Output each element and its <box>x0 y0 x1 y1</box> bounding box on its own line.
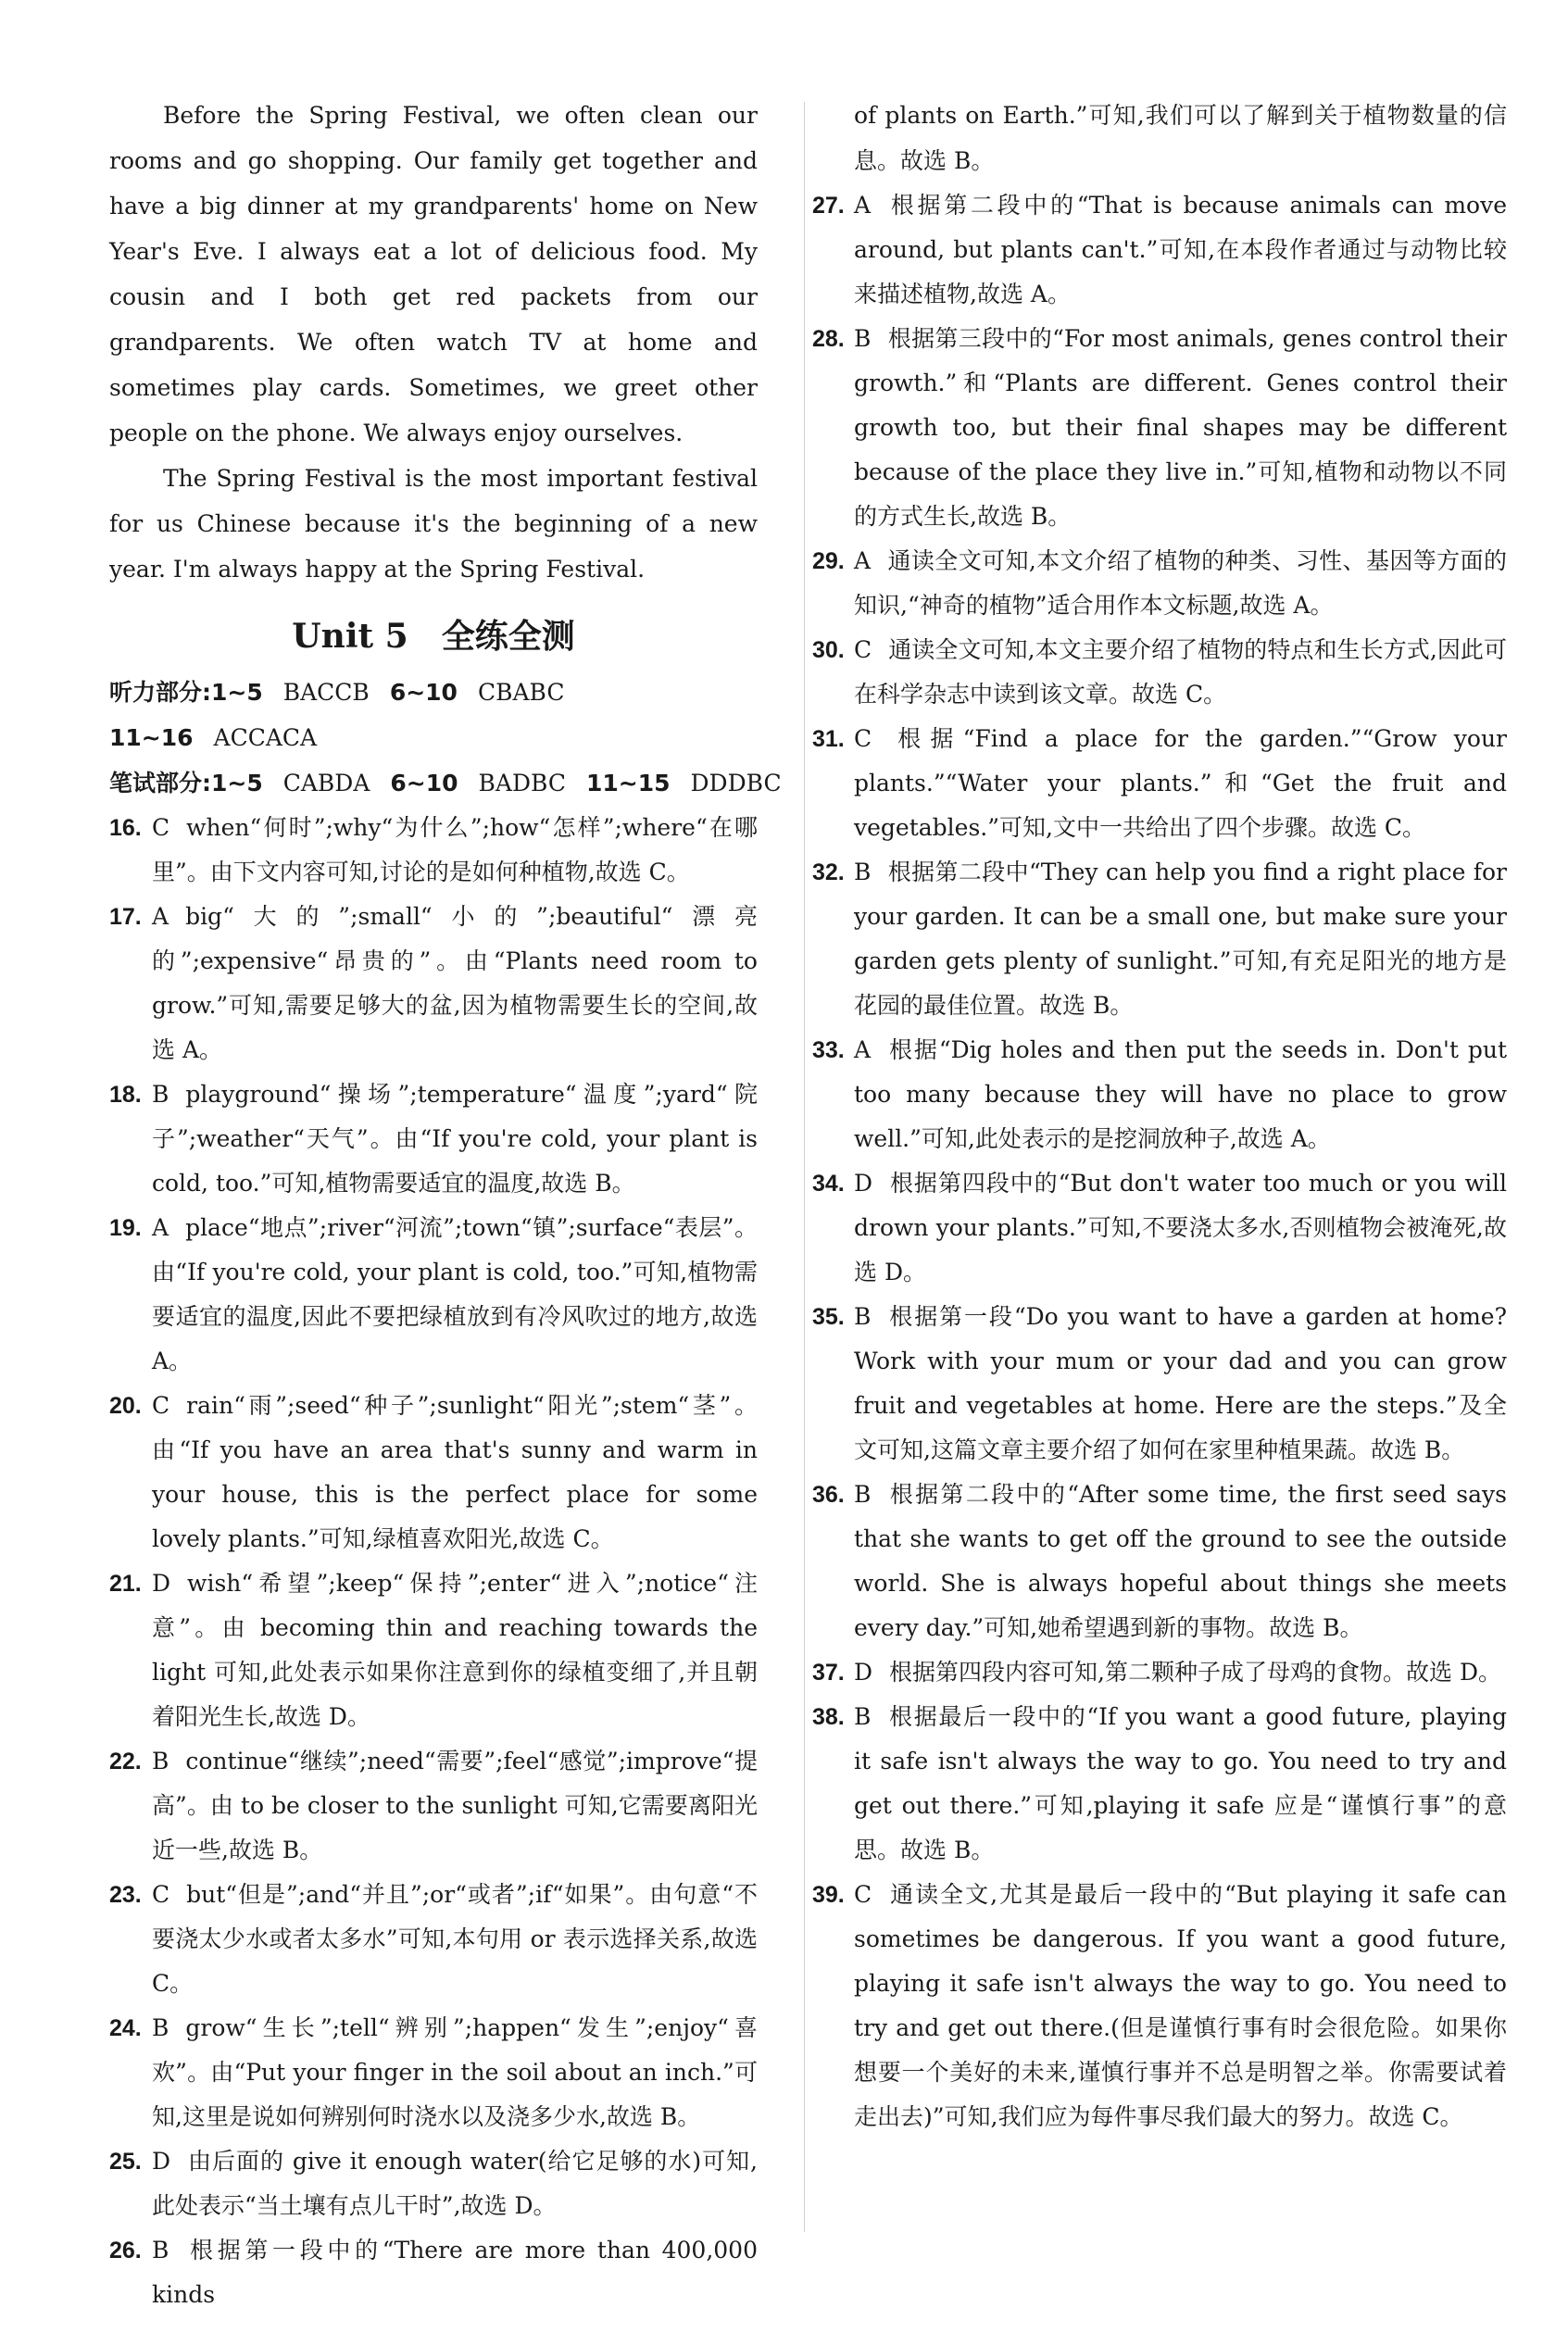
answer-text: but“但是”;and“并且”;or“或者”;if“如果”。由句意“不要浇太少水或者太多水”可知,本句用 or 表示选择关系,故选 C。 <box>152 1881 758 1997</box>
left-answer-list <box>109 806 758 2317</box>
answer-explanation <box>854 1695 1507 1873</box>
answer-key: C <box>854 725 872 752</box>
answer-key: B <box>854 1481 872 1508</box>
written-answer-1: CABDA <box>282 770 370 796</box>
answer-number: 20. <box>109 1393 142 1419</box>
answer-item <box>812 1650 1507 1695</box>
written-range-3: 11~15 <box>585 770 671 796</box>
answer-explanation <box>152 1384 758 1561</box>
answer-item <box>109 1384 758 1561</box>
answer-key: B <box>152 2014 169 2041</box>
answer-number: 37. <box>812 1660 845 1686</box>
answer-item <box>109 2139 758 2228</box>
written-answer-2: BADBC <box>478 770 566 796</box>
answer-item <box>812 183 1507 317</box>
answer-explanation <box>854 628 1507 717</box>
answer-key: B <box>854 859 872 885</box>
answer-explanation <box>854 850 1507 1028</box>
listening-answer-3: ACCACA <box>213 724 318 751</box>
answer-number: 23. <box>109 1882 142 1908</box>
answer-key: A <box>152 903 169 930</box>
answer-explanation <box>854 183 1507 317</box>
answer-item <box>812 628 1507 717</box>
answer-key: D <box>152 1570 171 1597</box>
answer-explanation <box>854 1295 1507 1473</box>
answer-item <box>109 895 758 1072</box>
essay-paragraph-1: Before the Spring Festival, we often clean our rooms and go shopping. Our family get together and have a big dinner at my grandparents' home on New Year's Eve. I always eat a lot of delicious food. My cousin and I both get red packets from our grandparents. We often watch TV at home and sometimes play cards. Sometimes, we greet other people on the phone. We always enjoy ourselves. <box>109 102 758 446</box>
answer-number: 24. <box>109 2015 142 2041</box>
listening-answer-2: CBABC <box>477 679 565 706</box>
answer-explanation <box>152 1072 758 1206</box>
answer-text: playground“操场”;temperature“温度”;yard“院子”;weather“天气”。由“If you're cold, your plant is cold, too.”可知,植物需要适宜的温度,故选 B。 <box>152 1081 758 1197</box>
answer-number: 25. <box>109 2149 142 2175</box>
written-range-1: 1~5 <box>211 770 263 796</box>
answer-item <box>109 1561 759 1739</box>
answer-explanation <box>854 717 1507 850</box>
answer-item <box>109 806 758 895</box>
answer-item <box>812 850 1507 1028</box>
answer-key: D <box>854 1170 873 1197</box>
answer-explanation <box>854 317 1507 539</box>
answer-explanation <box>152 895 758 1072</box>
answer-item <box>812 1161 1507 1295</box>
answer-key: B <box>854 1303 872 1330</box>
answer-item <box>812 539 1507 628</box>
answer-explanation <box>152 1206 758 1384</box>
answer-number: 16. <box>109 815 142 841</box>
answer-number: 28. <box>812 326 845 352</box>
answer-text: 通读全文,尤其是最后一段中的“But playing it safe can sometimes be dangerous. If you want a good future, playing it safe isn't always the way to go. You need to try and get out there.(但是谨慎行事有时会很危险。如果你想要一个美好的未来,谨慎行事并不总是明智之举。你需要试着走出去)”可知,我们应为每件事尽我们最大的努力。故选 C。 <box>854 1881 1507 2130</box>
item-26-continuation: of plants on Earth.”可知,我们可以了解到关于植物数量的信息。故选 B。 <box>854 102 1507 174</box>
answer-item <box>109 1739 758 1873</box>
answer-text: 根据“Find a place for the garden.”“Grow your plants.”“Water your plants.”和“Get the fruit and vegetables.”可知,文中一共给出了四个步骤。故选 C。 <box>854 725 1507 841</box>
answer-number: 17. <box>109 904 142 930</box>
answer-text: 根据第四段内容可知,第二颗种子成了母鸡的食物。故选 D。 <box>889 1659 1501 1686</box>
answer-item <box>109 1072 758 1206</box>
unit-title: Unit 5 全练全测 <box>292 617 575 656</box>
answer-key: C <box>152 814 170 841</box>
answer-key: B <box>152 1081 169 1108</box>
listening-range-1: 1~5 <box>211 679 263 706</box>
answer-text: 根据第二段中的“After some time, the first seed says that she wants to get off the ground to see the outside world. She is always hopeful about things she meets every day.”可知,她希望遇到新的事物。故选 B。 <box>854 1481 1507 1641</box>
answer-text: 根据第二段中“They can help you find a right place for your garden. It can be a small one, but make sure your garden gets plenty of sunlight.”可知,有充足阳光的地方是花园的最佳位置。故选 B。 <box>854 859 1507 1019</box>
answer-explanation <box>854 1873 1507 2139</box>
answer-number: 30. <box>812 637 845 663</box>
listening-range-3: 11~16 <box>109 724 194 751</box>
listening-range-2: 6~10 <box>389 679 458 706</box>
answer-explanation <box>152 2139 758 2228</box>
answer-number: 32. <box>812 859 845 885</box>
answer-text: wish“希望”;keep“保持”;enter“进入”;notice“注意”。由 becoming thin and reaching towards the light 可知,此处表示如果你注意到你的绿植变细了,并且朝着阳光生长,故选 D。 <box>152 1570 759 1730</box>
answer-text: place“地点”;river“河流”;town“镇”;surface“表层”。由“If you're cold, your plant is cold, too.”可知,植物需要适宜的温度,因此不要把绿植放到有冷风吹过的地方,故选 A。 <box>152 1214 758 1374</box>
answer-explanation <box>854 539 1507 628</box>
answer-key: C <box>854 636 872 663</box>
written-label: 笔试部分: <box>109 770 211 796</box>
answer-key: C <box>152 1392 170 1419</box>
answer-text: 根据第一段“Do you want to have a garden at home? Work with your mum or your dad and you can grow fruit and vegetables at home. Here are the steps.”及全文可知,这篇文章主要介绍了如何在家里种植果蔬。故选 B。 <box>854 1303 1507 1463</box>
answer-key: C <box>854 1881 872 1908</box>
answer-key: A <box>854 1036 872 1063</box>
answer-explanation <box>152 1873 758 2006</box>
answer-number: 26. <box>109 2238 142 2263</box>
answer-item <box>109 1206 758 1384</box>
answer-item <box>109 1873 758 2006</box>
answer-key: B <box>854 325 872 352</box>
answer-text: big“大的”;small“小的”;beautiful“漂亮的”;expensive“昂贵的”。由“Plants need room to grow.”可知,需要足够大的盆,因为植物需要生长的空间,故选 A。 <box>152 903 758 1063</box>
answer-text: 通读全文可知,本文介绍了植物的种类、习性、基因等方面的知识,“神奇的植物”适合用作本文标题,故选 A。 <box>854 547 1507 619</box>
written-answers <box>109 760 782 806</box>
answer-item <box>109 2228 758 2317</box>
written-answer-3: DDDBC <box>690 770 782 796</box>
answer-key: A <box>152 1214 169 1241</box>
answer-text: grow“生长”;tell“辨别”;happen“发生”;enjoy“喜欢”。由“Put your finger in the soil about an inch.”可知,这里是说如何辨别何时浇水以及浇多少水,故选 B。 <box>152 2014 758 2130</box>
answer-number: 19. <box>109 1215 142 1241</box>
listening-answers-2 <box>109 715 758 760</box>
answer-number: 18. <box>109 1082 142 1108</box>
answer-text: 根据第三段中的“For most animals, genes control their growth.”和“Plants are different. Genes control their growth too, but their final shapes may be different because of the place they live in.”可知,植物和动物以不同的方式生长,故选 B。 <box>854 325 1507 530</box>
answer-explanation <box>854 1161 1507 1295</box>
listening-answers <box>109 670 758 715</box>
answer-key: A <box>854 192 872 219</box>
answer-item <box>812 1873 1507 2139</box>
answer-number: 27. <box>812 193 845 219</box>
answer-number: 35. <box>812 1304 845 1330</box>
right-column <box>812 93 1507 2139</box>
listening-answer-1: BACCB <box>282 679 370 706</box>
answer-number: 22. <box>109 1749 142 1774</box>
answer-item <box>812 1473 1507 1650</box>
answer-number: 29. <box>812 548 845 574</box>
answer-item <box>812 717 1507 850</box>
answer-text: 由后面的 give it enough water(给它足够的水)可知,此处表示“当土壤有点儿干时”,故选 D。 <box>152 2148 758 2219</box>
answer-text: continue“继续”;need“需要”;feel“感觉”;improve“提高”。由 to be closer to the sunlight 可知,它需要离阳光近一些,故选 B。 <box>152 1748 758 1863</box>
right-answer-list <box>812 183 1507 2139</box>
answer-explanation <box>854 1028 1507 1161</box>
answer-text: 根据最后一段中的“If you want a good future, playing it safe isn't always the way to go. You need to try and get out there.”可知,playing it safe 应是“谨慎行事”的意思。故选 B。 <box>854 1703 1507 1863</box>
answer-text: 根据第二段中的“That is because animals can move around, but plants can't.”可知,在本段作者通过与动物比较来描述植物,故选 A。 <box>854 192 1507 307</box>
answer-item <box>812 1695 1507 1873</box>
essay-paragraph-2: The Spring Festival is the most important festival for us Chinese because it's the beginning of a new year. I'm always happy at the Spring Festival. <box>109 465 758 583</box>
answer-text: when“何时”;why“为什么”;how“怎样”;where“在哪里”。由下文内容可知,讨论的是如何种植物,故选 C。 <box>152 814 758 885</box>
answer-explanation <box>152 2006 758 2139</box>
listening-label: 听力部分: <box>109 679 211 706</box>
answer-text: rain“雨”;seed“种子”;sunlight“阳光”;stem“茎”。由“If you have an area that's sunny and warm in your house, this is the perfect place for some lovely plants.”可知,绿植喜欢阳光,故选 C。 <box>152 1392 758 1552</box>
answer-explanation <box>854 1473 1507 1650</box>
answer-explanation <box>152 1739 758 1873</box>
answer-item <box>812 1295 1507 1473</box>
answer-text: 根据第一段中的“There are more than 400,000 kinds <box>152 2237 758 2308</box>
answer-explanation <box>152 806 758 895</box>
answer-item <box>812 317 1507 539</box>
answer-number: 33. <box>812 1037 845 1063</box>
column-divider <box>804 102 805 2232</box>
answer-text: 根据“Dig holes and then put the seeds in. Don't put too many because they will have no place to grow well.”可知,此处表示的是挖洞放种子,故选 A。 <box>854 1036 1507 1152</box>
answer-key: C <box>152 1881 170 1908</box>
answer-item <box>812 1028 1507 1161</box>
answer-number: 39. <box>812 1882 845 1908</box>
answer-key: B <box>152 1748 169 1774</box>
answer-key: D <box>854 1659 873 1686</box>
answer-number: 34. <box>812 1171 845 1197</box>
answer-text: 根据第四段中的“But don't water too much or you will drown your plants.”可知,不要浇太多水,否则植物会被淹死,故选 D。 <box>854 1170 1507 1285</box>
answer-key: B <box>152 2237 169 2263</box>
answer-item <box>109 2006 758 2139</box>
answer-explanation <box>854 1650 1507 1695</box>
answer-key: D <box>152 2148 171 2175</box>
answer-number: 38. <box>812 1704 845 1730</box>
answer-key: B <box>854 1703 872 1730</box>
left-column <box>109 93 782 2317</box>
answer-number: 21. <box>109 1571 142 1597</box>
answer-number: 36. <box>812 1482 845 1508</box>
answer-number: 31. <box>812 726 845 752</box>
answer-text: 通读全文可知,本文主要介绍了植物的特点和生长方式,因此可在科学杂志中读到该文章。故选 C。 <box>854 636 1507 708</box>
answer-explanation <box>152 1561 758 1739</box>
answer-explanation <box>152 2228 758 2317</box>
answer-key: A <box>854 547 872 574</box>
written-range-2: 6~10 <box>390 770 458 796</box>
